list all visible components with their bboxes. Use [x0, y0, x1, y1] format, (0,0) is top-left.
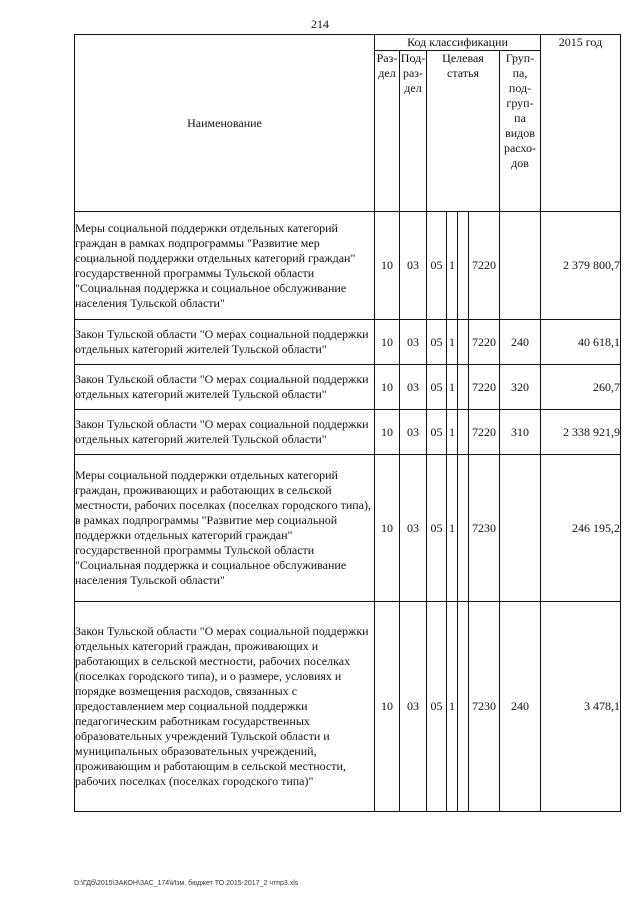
row-name-cell: Закон Тульской области "О мерах социальной поддержки отдельных категорий граждан, проживающих и работающих в сельской местности, рабочих поселках (поселках городского типа), и о размере, условиях и порядке возмещения расходов, связанных с предоставлением мер социальной поддержки педагогическим работникам государственных образовательных учреждений Тульской области и муниципальных образовательных учреждений, проживающим и работающим в сельской местности, рабочих поселках (поселках городского типа)" — [75, 602, 375, 812]
row-name-cell: Закон Тульской области "О мерах социальной поддержки отдельных категорий жителей Тульской области" — [75, 410, 375, 455]
target-program-cell: 05 — [427, 365, 447, 410]
amount-cell: 260,7 — [541, 365, 621, 410]
podrazdel-cell: 03 — [400, 212, 427, 320]
row-name-cell: Меры социальной поддержки отдельных категорий граждан, проживающих и работающих в сельской местности, рабочих поселках (поселках городского типа), в рамках подпрограммы "Развитие мер социальной поддержки отдельных категорий граждан" государственной программы Тульской области "Социальная поддержка и социальное обслуживание населения Тульской области" — [75, 455, 375, 602]
row-name-cell: Закон Тульской области "О мерах социальной поддержки отдельных категорий жителей Тульской области" — [75, 365, 375, 410]
budget-table — [74, 34, 621, 812]
podrazdel-cell: 03 — [400, 320, 427, 365]
table-row — [75, 602, 621, 812]
target-code-cell: 7220 — [469, 410, 500, 455]
target-reserved-cell — [458, 455, 469, 602]
target-program-cell: 05 — [427, 602, 447, 812]
expense-type-cell: 320 — [500, 365, 541, 410]
target-reserved-cell — [458, 602, 469, 812]
target-code-cell: 7220 — [469, 365, 500, 410]
target-subprogram-cell: 1 — [447, 410, 458, 455]
razdel-cell: 10 — [375, 455, 400, 602]
target-code-cell: 7230 — [469, 602, 500, 812]
razdel-cell: 10 — [375, 320, 400, 365]
razdel-header: Раз- дел — [375, 51, 400, 212]
razdel-cell: 10 — [375, 602, 400, 812]
year-column-header: 2015 год — [541, 35, 621, 212]
target-article-header: Целевая статья — [427, 51, 500, 212]
target-reserved-cell — [458, 320, 469, 365]
podrazdel-cell: 03 — [400, 455, 427, 602]
table-row — [75, 410, 621, 455]
file-path-footer: D:\ГДб\2015\ЗАКОН\ЗАС_174\Изм. бюджет ТО 2015-2017_2 чтпр3.xls — [74, 880, 299, 887]
amount-cell: 2 379 800,7 — [541, 212, 621, 320]
target-program-cell: 05 — [427, 212, 447, 320]
table-row — [75, 365, 621, 410]
target-subprogram-cell: 1 — [447, 365, 458, 410]
amount-cell: 3 478,1 — [541, 602, 621, 812]
expense-type-cell — [500, 212, 541, 320]
razdel-cell: 10 — [375, 365, 400, 410]
classification-code-header: Код классификации — [375, 35, 541, 51]
podrazdel-cell: 03 — [400, 365, 427, 410]
target-reserved-cell — [458, 212, 469, 320]
expense-type-cell: 310 — [500, 410, 541, 455]
target-program-cell: 05 — [427, 410, 447, 455]
target-code-cell: 7220 — [469, 212, 500, 320]
target-reserved-cell — [458, 365, 469, 410]
expense-type-header: Груп- па, под- груп- па видов расхо- дов — [500, 51, 541, 212]
amount-cell: 2 338 921,9 — [541, 410, 621, 455]
amount-cell: 40 618,1 — [541, 320, 621, 365]
amount-cell: 246 195,2 — [541, 455, 621, 602]
table-row — [75, 320, 621, 365]
expense-type-cell: 240 — [500, 320, 541, 365]
budget-table-body — [75, 212, 621, 812]
table-row — [75, 455, 621, 602]
target-code-cell: 7230 — [469, 455, 500, 602]
target-subprogram-cell: 1 — [447, 212, 458, 320]
target-subprogram-cell: 1 — [447, 602, 458, 812]
podrazdel-cell: 03 — [400, 602, 427, 812]
razdel-cell: 10 — [375, 212, 400, 320]
podrazdel-header: Под- раз- дел — [400, 51, 427, 212]
target-program-cell: 05 — [427, 320, 447, 365]
target-subprogram-cell: 1 — [447, 320, 458, 365]
expense-type-cell — [500, 455, 541, 602]
target-code-cell: 7220 — [469, 320, 500, 365]
razdel-cell: 10 — [375, 410, 400, 455]
target-subprogram-cell: 1 — [447, 455, 458, 602]
page-number: 214 — [311, 17, 329, 31]
podrazdel-cell: 03 — [400, 410, 427, 455]
row-name-cell: Меры социальной поддержки отдельных категорий граждан в рамках подпрограммы "Развитие мер социальной поддержки отдельных категорий граждан" государственной программы Тульской области "Социальная поддержка и социальное обслуживание населения Тульской области" — [75, 212, 375, 320]
table-row — [75, 212, 621, 320]
expense-type-cell: 240 — [500, 602, 541, 812]
name-column-header: Наименование — [75, 35, 375, 212]
row-name-cell: Закон Тульской области "О мерах социальной поддержки отдельных категорий жителей Тульской области" — [75, 320, 375, 365]
target-reserved-cell — [458, 410, 469, 455]
target-program-cell: 05 — [427, 455, 447, 602]
